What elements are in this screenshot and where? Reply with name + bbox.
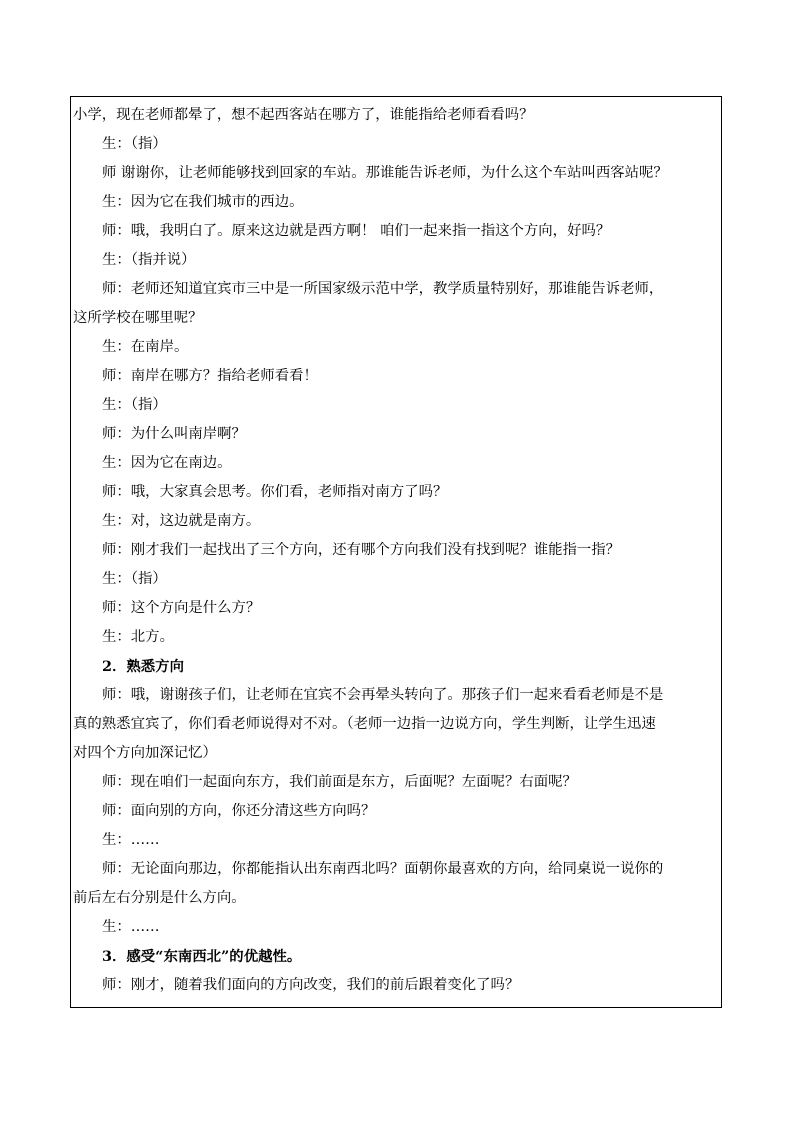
text-line: 师 谢谢你，让老师能够找到回家的车站。那谁能告诉老师，为什么这个车站叫西客站呢？ (102, 165, 668, 181)
text-line: 前后左右分别是什么方向。 (73, 890, 246, 906)
text-line: 生：对，这边就是南方。 (102, 513, 261, 529)
text-line: 生：（指） (102, 136, 167, 152)
text-line: 小学，现在老师都晕了，想不起西客站在哪方了，谁能指给老师看看吗？ (73, 107, 534, 123)
text-line: 师：现在咱们一起面向东方，我们前面是东方，后面呢？左面呢？右面呢？ (102, 774, 577, 790)
text-line: 生：（指） (102, 397, 167, 413)
text-line: 生：（指） (102, 571, 167, 587)
text-line: 对四个方向加深记忆） (73, 745, 217, 761)
section-heading: 2．熟悉方向 (102, 658, 184, 675)
text-line: 师：哦，大家真会思考。你们看，老师指对南方了吗？ (102, 484, 448, 500)
text-line: 生：在南岸。 (102, 339, 189, 355)
text-line: 师：南岸在哪方？指给老师看看！ (102, 368, 318, 384)
text-line: 生：因为它在我们城市的西边。 (102, 194, 304, 210)
text-line: 师：这个方向是什么方？ (102, 600, 261, 616)
text-line: 师：面向别的方向，你还分清这些方向吗？ (102, 803, 376, 819)
document-table-cell (70, 96, 722, 1008)
text-line: 师：老师还知道宜宾市三中是一所国家级示范中学，教学质量特别好，那谁能告诉老师， (102, 281, 664, 297)
text-line: 师：刚才我们一起找出了三个方向，还有哪个方向我们没有找到呢？谁能指一指？ (102, 542, 621, 558)
text-line: 这所学校在哪里呢？ (73, 310, 203, 326)
text-line: 生：因为它在南边。 (102, 455, 232, 471)
text-line: 师：哦，我明白了。原来这边就是西方啊！ 咱们一起来指一指这个方向，好吗？ (102, 223, 611, 239)
text-line: 生：（指并说） (102, 252, 196, 268)
text-line: 师：为什么叫南岸啊？ (102, 426, 246, 442)
text-line: 师：刚才，随着我们面向的方向改变，我们的前后跟着变化了吗？ (102, 977, 520, 993)
document-body (71, 101, 722, 1000)
text-line: 师：无论面向那边，你都能指认出东南西北吗？面朝你最喜欢的方向，给同桌说一说你的 (102, 861, 664, 877)
text-line: 生：北方。 (102, 629, 174, 645)
text-line: 生：…… (102, 832, 160, 848)
text-line: 真的熟悉宜宾了，你们看老师说得对不对。（老师一边指一边说方向，学生判断，让学生迅速 (73, 716, 656, 732)
text-line: 生：…… (102, 919, 160, 935)
section-heading: 3．感受“东南西北”的优越性。 (102, 948, 302, 965)
text-line: 师：哦，谢谢孩子们，让老师在宜宾不会再晕头转向了。那孩子们一起来看看老师是不是 (102, 687, 664, 703)
